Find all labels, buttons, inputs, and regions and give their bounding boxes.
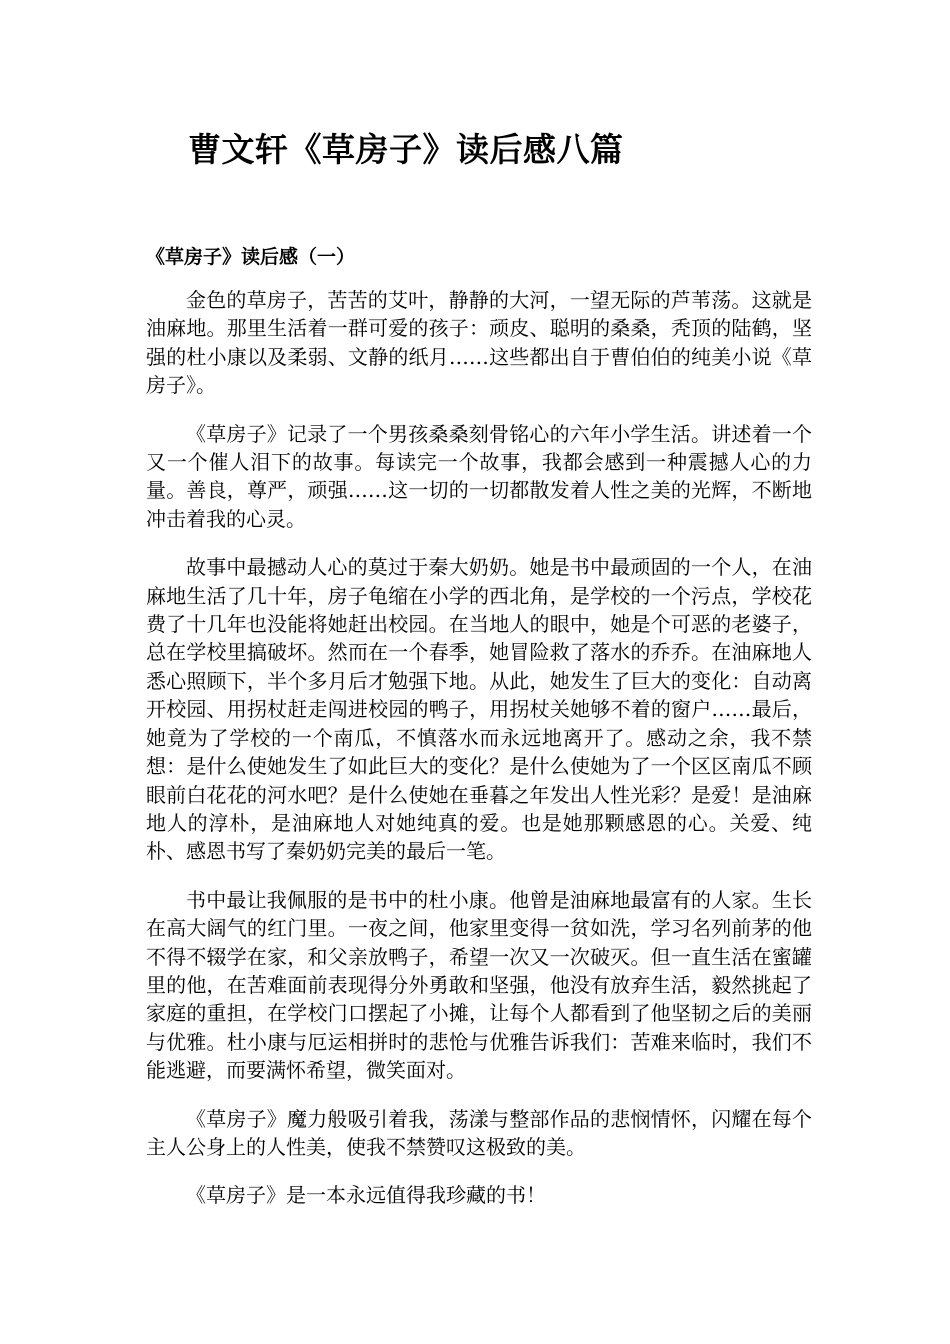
paragraph-1: 金色的草房子，苦苦的艾叶，静静的大河，一望无际的芦苇荡。这就是油麻地。那里生活着一群可爱的孩子：顽皮、聪明的桑桑，秃顶的陆鹤，坚强的杜小康以及柔弱、文静的纸月……这些都出自于曹伯伯的纯美小说《草房子》。 <box>146 288 812 398</box>
paragraph-6: 《草房子》是一本永远值得我珍藏的书！ <box>186 1183 546 1208</box>
paragraph-2: 《草房子》记录了一个男孩桑桑刻骨铭心的六年小学生活。讲述着一个又一个催人泪下的故事。每读完一个故事，我都会感到一种震撼人心的力量。善良，尊严，顽强……这一切的一切都散发着人性之美的光辉，不断地冲击着我的心灵。 <box>146 421 812 531</box>
paragraph-3: 故事中最撼动人心的莫过于秦大奶奶。她是书中最顽固的一个人，在油麻地生活了几十年，房子龟缩在小学的西北角，是学校的一个污点，学校花费了十几年也没能将她赶出校园。在当地人的眼中，她是个可恶的老婆子，总在学校里搞破坏。然而在一个春季，她冒险救了落水的乔乔。在油麻地人悉心照顾下，半个多月后才勉强下地。从此，她发生了巨大的变化：自动离开校园、用拐杖赶走闯进校园的鸭子，用拐杖关她够不着的窗户……最后，她竟为了学校的一个南瓜，不慎落水而永远地离开了。感动之余，我不禁想：是什么使她发生了如此巨大的变化？是什么使她为了一个区区南瓜不顾眼前白花花的河水吧？是什么使她在垂暮之年发出人性光彩？是爱！是油麻地人的淳朴，是油麻地人对她纯真的爱。也是她那颗感恩的心。关爱、纯朴、感恩书写了秦奶奶完美的最后一笔。 <box>146 555 812 864</box>
document-title: 曹文轩《草房子》读后感八篇 <box>188 130 624 169</box>
paragraph-4: 书中最让我佩服的是书中的杜小康。他曾是油麻地最富有的人家。生长在高大阔气的红门里。一夜之间，他家里变得一贫如洗，学习名列前茅的他不得不辍学在家，和父亲放鸭子，希望一次又一次破灭。但一直生活在蜜罐里的他，在苦难面前表现得分外勇敢和坚强，他没有放弃生活，毅然挑起了家庭的重担，在学校门口摆起了小摊，让每个人都看到了他坚韧之后的美丽与优雅。杜小康与厄运相拼时的悲怆与优雅告诉我们：苦难来临时，我们不能逃避，而要满怀希望，微笑面对。 <box>146 887 812 1083</box>
section-heading: 《草房子》读后感（一） <box>146 246 356 268</box>
article-body <box>146 286 812 1230</box>
paragraph-5: 《草房子》魔力般吸引着我，荡漾与整部作品的悲悯情怀，闪耀在每个主人公身上的人性美，使我不禁赞叹这极致的美。 <box>146 1106 812 1159</box>
